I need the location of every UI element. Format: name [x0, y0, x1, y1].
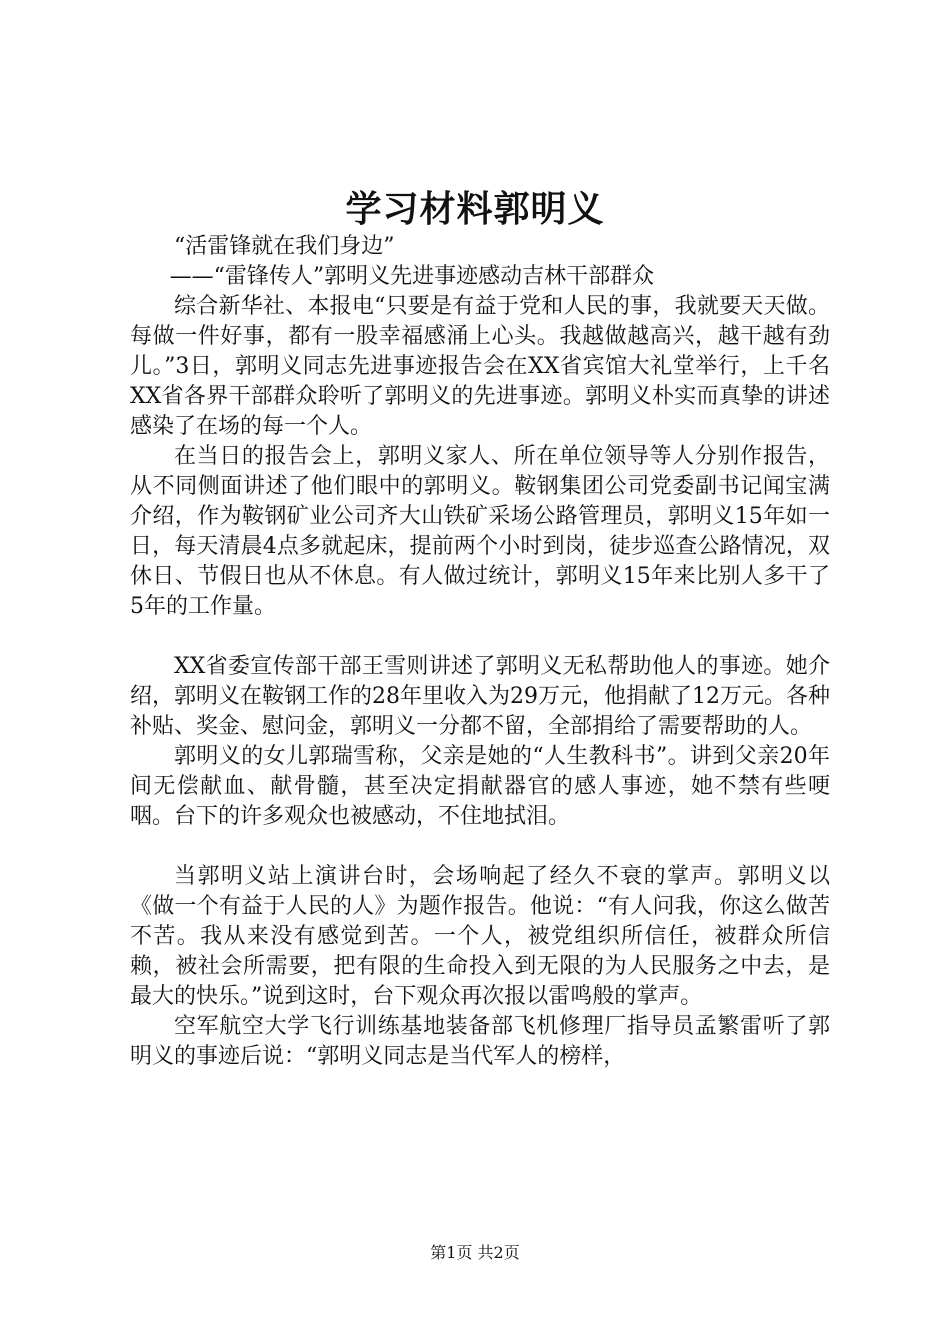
paragraph: 当郭明义站上演讲台时，会场响起了经久不衰的掌声。郭明义以《做一个有益于人民的人》为题作报告。他说：“有人问我，你这么做苦不苦。我从来没有感觉到苦。一个人，被党组织所信任，被群众所信赖，被社会所需要，把有限的生命投入到无限的为人民服务之中去，是最大的快乐。”说到这时，台下观众再次报以雷鸣般的掌声。	[130, 864, 830, 1009]
document-title: 学习材料郭明义	[345, 188, 605, 230]
paragraph: 综合新华社、本报电“只要是有益于党和人民的事，我就要天天做。每做一件好事，都有一股幸福感涌上心头。我越做越高兴，越干越有劲儿。”3日，郭明义同志先进事迹报告会在XX省宾馆大礼堂举行，上千名XX省各界干部群众聆听了郭明义的先进事迹。郭明义朴实而真挚的讲述感染了在场的每一个人。	[130, 294, 830, 439]
subtitle: “活雷锋就在我们身边”	[174, 234, 395, 259]
paragraph: 空军航空大学飞行训练基地装备部飞机修理厂指导员孟繁雷听了郭明义的事迹后说：“郭明义同志是当代军人的榜样，	[130, 1014, 830, 1069]
paragraph: XX省委宣传部干部王雪则讲述了郭明义无私帮助他人的事迹。她介绍，郭明义在鞍钢工作的28年里收入为29万元，他捐献了12万元。各种补贴、奖金、慰问金，郭明义一分都不留，全部捐给了需要帮助的人。	[130, 654, 830, 739]
paragraph: 在当日的报告会上，郭明义家人、所在单位领导等人分别作报告，从不同侧面讲述了他们眼中的郭明义。鞍钢集团公司党委副书记闻宝满介绍，作为鞍钢矿业公司齐大山铁矿采场公路管理员，郭明义15年如一日，每天清晨4点多就起床，提前两个小时到岗，徒步巡查公路情况，双休日、节假日也从不休息。有人做过统计，郭明义15年来比别人多干了5年的工作量。	[130, 444, 830, 619]
subtitle-secondary: ——“雷锋传人”郭明义先进事迹感动吉林干部群众	[169, 264, 655, 289]
page-footer: 第1页 共2页	[430, 1243, 520, 1262]
document-body	[130, 232, 830, 1072]
paragraph: 郭明义的女儿郭瑞雪称，父亲是她的“人生教科书”。讲到父亲20年间无偿献血、献骨髓，甚至决定捐献器官的感人事迹，她不禁有些哽咽。台下的许多观众也被感动，不住地拭泪。	[130, 744, 830, 829]
